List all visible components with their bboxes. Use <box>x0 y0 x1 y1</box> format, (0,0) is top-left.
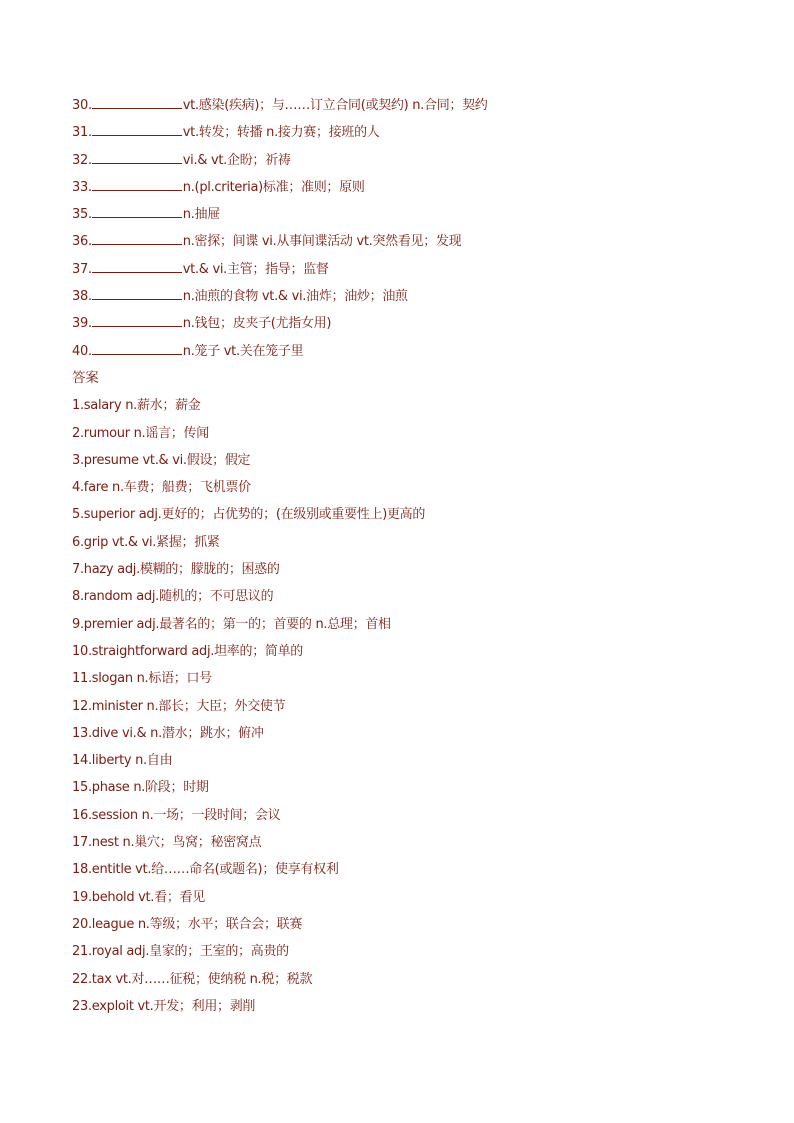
answer-blank[interactable] <box>92 149 182 164</box>
answer-blank[interactable] <box>92 94 182 109</box>
exercise-meaning: n.(pl.criteria)标准；准则；原则 <box>182 179 365 195</box>
exercise-meaning: n.钱包；皮夹子(尤指女用) <box>182 316 332 332</box>
answer-blank[interactable] <box>92 312 182 327</box>
exercise-item <box>72 201 732 228</box>
answer-item: 19.behold vt.看；看见 <box>72 889 205 905</box>
answer-item: 18.entitle vt.给……命名(或题名)；使享有权利 <box>72 862 339 878</box>
exercise-number: 36. <box>72 234 92 250</box>
exercise-item <box>72 310 732 337</box>
answer-item: 17.nest n.巢穴；鸟窝；秘密窝点 <box>72 835 262 851</box>
exercise-number: 32. <box>72 152 92 168</box>
answer-item: 3.presume vt.& vi.假设；假定 <box>72 452 251 468</box>
answer-item: 12.minister n.部长；大臣；外交使节 <box>72 698 286 714</box>
answer-item: 16.session n.一场；一段时间；会议 <box>72 807 281 823</box>
answer-item: 1.salary n.薪水；薪金 <box>72 398 201 414</box>
answer-blank[interactable] <box>92 121 182 136</box>
exercise-number: 40. <box>72 343 92 359</box>
answer-list <box>72 392 732 1020</box>
answer-blank[interactable] <box>92 203 182 218</box>
answer-blank[interactable] <box>92 285 182 300</box>
exercise-item <box>72 228 732 255</box>
exercise-number: 35. <box>72 207 92 223</box>
answer-blank[interactable] <box>92 258 182 273</box>
exercise-number: 31. <box>72 125 92 141</box>
answer-item: 8.random adj.随机的；不可思议的 <box>72 589 274 605</box>
exercise-meaning: vt.& vi.主管；指导；监督 <box>182 261 329 277</box>
exercise-meaning: n.油煎的食物 vt.& vi.油炸；油炒；油煎 <box>182 289 408 305</box>
exercise-item <box>72 283 732 310</box>
answer-blank[interactable] <box>92 340 182 355</box>
exercise-meaning: n.笼子 vt.关在笼子里 <box>182 343 304 359</box>
exercise-item <box>72 147 732 174</box>
exercise-number: 38. <box>72 289 92 305</box>
answer-blank[interactable] <box>92 176 182 191</box>
answer-item: 6.grip vt.& vi.紧握；抓紧 <box>72 534 220 550</box>
answer-item: 20.league n.等级；水平；联合会；联赛 <box>72 916 303 932</box>
answers-heading: 答案 <box>72 369 99 386</box>
answer-item: 2.rumour n.谣言；传闻 <box>72 425 209 441</box>
answer-item: 14.liberty n.自由 <box>72 753 173 769</box>
exercise-item <box>72 174 732 201</box>
answer-item: 22.tax vt.对……征税；使纳税 n.税；税款 <box>72 971 313 987</box>
exercise-list <box>72 92 732 365</box>
answer-item: 5.superior adj.更好的；占优势的；(在级别或重要性上)更高的 <box>72 507 426 523</box>
exercise-number: 37. <box>72 261 92 277</box>
document-page <box>72 92 732 1020</box>
exercise-item <box>72 92 732 119</box>
exercise-number: 30. <box>72 98 92 113</box>
exercise-item <box>72 256 732 283</box>
answer-item: 7.hazy adj.模糊的；朦胧的；困惑的 <box>72 562 280 578</box>
answer-item: 10.straightforward adj.坦率的；简单的 <box>72 643 303 659</box>
answer-item: 4.fare n.车费；船费；飞机票价 <box>72 480 251 496</box>
exercise-number: 39. <box>72 316 92 332</box>
answer-blank[interactable] <box>92 230 182 245</box>
exercise-item <box>72 119 732 146</box>
exercise-meaning: n.抽屉 <box>182 207 220 223</box>
exercise-meaning: vi.& vt.企盼；祈祷 <box>182 152 291 168</box>
exercise-meaning: vt.感染(疾病)；与……订立合同(或契约) n.合同；契约 <box>182 98 488 113</box>
answer-item: 11.slogan n.标语；口号 <box>72 671 212 687</box>
exercise-item <box>72 338 732 365</box>
answer-item: 9.premier adj.最著名的；第一的；首要的 n.总理；首相 <box>72 616 391 632</box>
exercise-meaning: vt.转发；转播 n.接力赛；接班的人 <box>182 125 380 141</box>
exercise-meaning: n.密探；间谍 vi.从事间谍活动 vt.突然看见；发现 <box>182 234 462 250</box>
answer-item: 21.royal adj.皇家的；王室的；高贵的 <box>72 944 289 960</box>
answer-item: 15.phase n.阶段；时期 <box>72 780 209 796</box>
exercise-number: 33. <box>72 179 92 195</box>
answer-item: 23.exploit vt.开发；利用；剥削 <box>72 998 256 1014</box>
answer-item: 13.dive vi.& n.潜水；跳水；俯冲 <box>72 725 264 741</box>
